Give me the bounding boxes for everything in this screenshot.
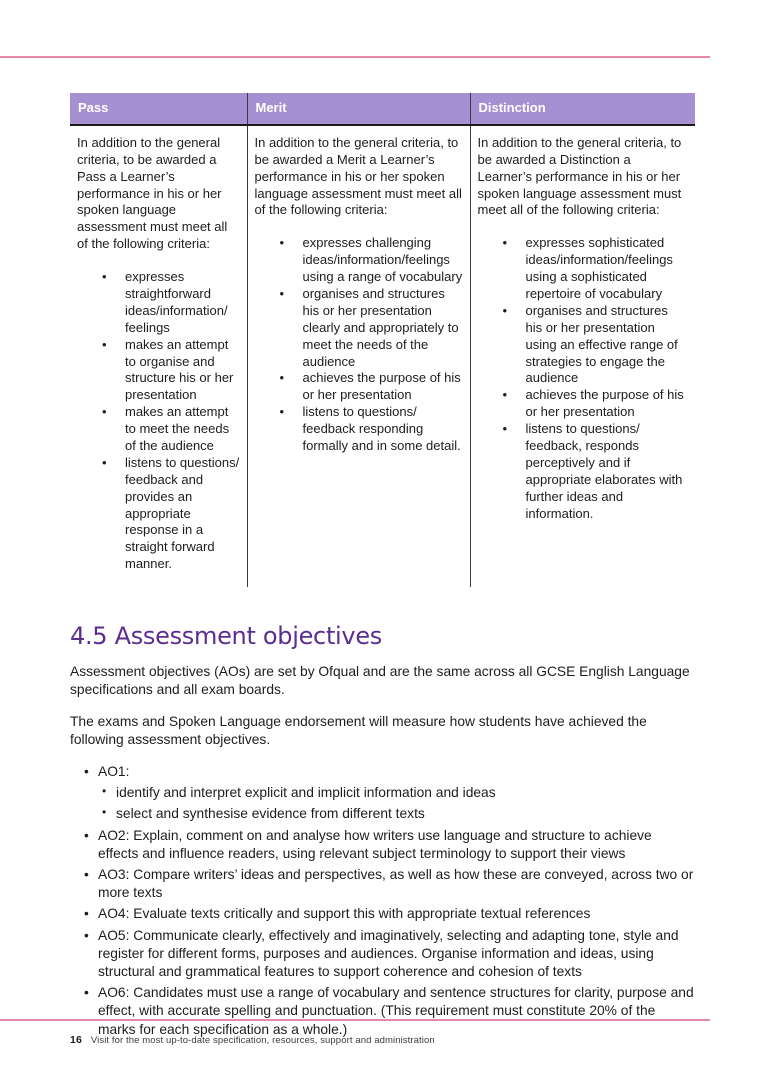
list-item-ao3: • AO3: Compare writers’ ideas and perspectives, as well as how these are conveyed, across two or more texts bbox=[70, 866, 695, 902]
list-item: • expresses challenging ideas/information/feelings using a range of vocabulary bbox=[255, 235, 463, 286]
list-item: • organises and structures his or her presentation clearly and appropriately to meet the needs of the audience bbox=[255, 286, 463, 370]
table-header-row bbox=[70, 93, 695, 125]
intro-paragraph: Assessment objectives (AOs) are set by Ofqual and are the same across all GCSE English Language specifications and all exam boards. bbox=[70, 664, 690, 698]
list-item: • identify and interpret explicit and implicit information and ideas bbox=[98, 784, 695, 802]
list-item: • expresses sophisticated ideas/information/feelings using a sophisticated repertoire of vocabulary bbox=[478, 235, 689, 303]
table-cell-merit bbox=[247, 125, 470, 587]
list-item: • achieves the purpose of his or her presentation bbox=[478, 387, 689, 421]
page-footer bbox=[70, 1034, 435, 1046]
table-header-pass: Pass bbox=[70, 93, 247, 125]
page-number: 16 bbox=[70, 1034, 82, 1046]
list-item-ao6: • AO6: Candidates must use a range of vocabulary and sentence structures for clarity, purpose and effect, with accurate spelling and punctuation. (This requirement must constitute 20% of the marks for each specification as a whole.) bbox=[70, 984, 695, 1039]
list-item-ao1 bbox=[70, 763, 695, 824]
list-item-ao4: • AO4: Evaluate texts critically and support this with appropriate textual references bbox=[70, 905, 695, 923]
table-body-row bbox=[70, 125, 695, 587]
top-rule bbox=[0, 56, 710, 58]
merit-criteria-list bbox=[255, 235, 463, 455]
merit-intro: In addition to the general criteria, to be awarded a Merit a Learner’s performance in his or her spoken language assessment must meet all of the following criteria: bbox=[254, 134, 462, 218]
list-item-ao2: • AO2: Explain, comment on and analyse how writers use language and structure to achieve effects and influence readers, using relevant subject terminology to support their views bbox=[70, 827, 695, 863]
list-item: • listens to questions/ feedback, responds perceptively and if appropriate elaborates with further ideas and information. bbox=[478, 421, 689, 522]
list-item-ao5: • AO5: Communicate clearly, effectively and imaginatively, selecting and adapting tone, style and register for different forms, purposes and audiences. Organise information and ideas, using structural and grammatical features to support coherence and cohesion of texts bbox=[70, 927, 695, 982]
section-heading: 4.5 Assessment objectives bbox=[70, 622, 382, 651]
assessment-objectives-list bbox=[70, 763, 695, 1039]
distinction-intro: In addition to the general criteria, to be awarded a Distinction a Learner’s performance in his or her spoken language assessment must meet all of the following criteria: bbox=[477, 134, 682, 218]
footer-rule bbox=[0, 1019, 710, 1021]
table-cell-pass bbox=[70, 125, 247, 587]
list-item: • makes an attempt to organise and structure his or her presentation bbox=[77, 337, 240, 405]
list-item: • organises and structures his or her presentation using an effective range of strategies to engage the audience bbox=[478, 303, 689, 387]
table-cell-distinction bbox=[470, 125, 695, 587]
intro-paragraph: The exams and Spoken Language endorsement will measure how students have achieved the following assessment objectives. bbox=[70, 713, 647, 747]
list-item: • listens to questions/ feedback and provides an appropriate response in a straight forward manner. bbox=[77, 455, 240, 573]
list-item: • listens to questions/ feedback responding formally and in some detail. bbox=[255, 404, 463, 455]
ao1-label: AO1: bbox=[98, 763, 130, 779]
footer-note: Visit for the most up-to-date specification, resources, support and administration bbox=[90, 1035, 435, 1046]
pass-criteria-list bbox=[77, 269, 240, 573]
list-item: • select and synthesise evidence from different texts bbox=[98, 805, 695, 823]
list-item: • makes an attempt to meet the needs of the audience bbox=[77, 404, 240, 455]
page-content bbox=[70, 93, 695, 1042]
distinction-criteria-list bbox=[478, 235, 689, 522]
grading-criteria-table bbox=[70, 93, 695, 587]
list-item: • expresses straightforward ideas/information/ feelings bbox=[77, 269, 240, 337]
table-header-distinction: Distinction bbox=[470, 93, 695, 125]
ao1-sub-list bbox=[98, 784, 695, 823]
list-item: • achieves the purpose of his or her presentation bbox=[255, 370, 463, 404]
table-header-merit: Merit bbox=[247, 93, 470, 125]
pass-intro: In addition to the general criteria, to be awarded a Pass a Learner’s performance in his or her spoken language assessment must meet all of the following criteria: bbox=[77, 134, 228, 252]
